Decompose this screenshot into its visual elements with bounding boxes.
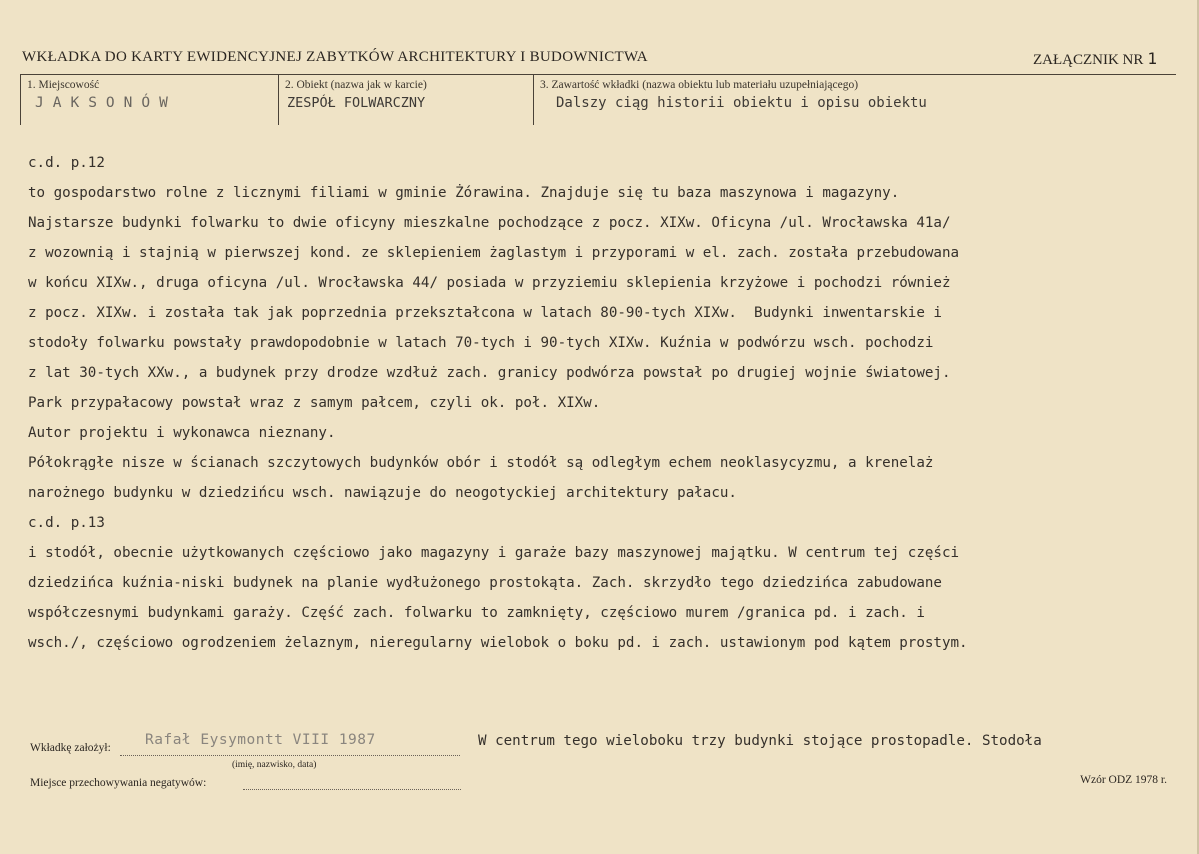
attachment-label: ZAŁĄCZNIK NR — [1032, 52, 1144, 68]
author-dotted-line — [120, 755, 460, 756]
card-title: WKŁADKA DO KARTY EWIDENCYJNEJ ZABYTKÓW ARCHITEKTURY I BUDOWNICTWA — [22, 49, 648, 65]
body-line: wsch./, częściowo ogrodzeniem żelaznym, nieregularny wielobok o boku pd. i zach. ustawionym pod kątem prostym. — [28, 635, 968, 651]
author-signature: Rafał Eysymontt VIII 1987 — [145, 732, 376, 748]
author-label: Wkładkę założył: — [30, 742, 111, 754]
body-line: Park przypałacowy powstał wraz z samym pałcem, czyli ok. poł. XIXw. — [28, 395, 601, 411]
object-field — [278, 75, 534, 125]
body-line: dziedzińca kuźnia-niski budynek na planie wydłużonego prostokąta. Zach. skrzydło tego dziedzińca zabudowane — [28, 575, 942, 591]
content-value: Dalszy ciąg historii obiektu i opisu obiektu — [556, 95, 927, 111]
body-line: Autor projektu i wykonawca nieznany. — [28, 425, 336, 441]
storage-dotted-line — [243, 789, 461, 790]
object-label: 2. Obiekt (nazwa jak w karcie) — [285, 79, 427, 91]
locality-field — [20, 75, 279, 125]
body-line: Półokrągłe nisze w ścianach szczytowych budynków obór i stodół są odległym echem neoklasycyzmu, a krenelaż — [28, 455, 934, 471]
attachment-number-value: 1 — [1147, 49, 1157, 68]
content-field — [533, 75, 1177, 125]
body-line: c.d. p.12 — [28, 155, 105, 171]
body-line: z pocz. XIXw. i została tak jak poprzednia przekształcona w latach 80-90-tych XIXw. Budynki inwentarskie i — [28, 305, 942, 321]
body-last-line: W centrum tego wieloboku trzy budynki stojące prostopadle. Stodoła — [478, 733, 1042, 749]
body-line: z wozownią i stajnią w pierwszej kond. ze sklepieniem żaglastym i przyporami w el. zach. została przebudowana — [28, 245, 960, 261]
content-label: 3. Zawartość wkładki (nazwa obiektu lub materiału uzupełniającego) — [540, 79, 859, 91]
locality-label: 1. Miejscowość — [27, 79, 100, 91]
body-line: narożnego budynku w dziedzińcu wsch. nawiązuje do neogotyckiej architektury pałacu. — [28, 485, 737, 501]
body-line: c.d. p.13 — [28, 515, 105, 531]
attachment-number — [1033, 49, 1157, 69]
header-fields — [20, 74, 1176, 125]
form-identifier: Wzór ODZ 1978 r. — [1080, 774, 1167, 786]
body-line: Najstarsze budynki folwarku to dwie oficyny mieszkalne pochodzące z pocz. XIXw. Oficyna /ul. Wrocławska 41a/ — [28, 215, 951, 231]
typewritten-body — [28, 148, 968, 658]
body-line: współczesnymi budynkami garaży. Część zach. folwarku to zamknięty, częściowo murem /granica pd. i zach. i — [28, 605, 925, 621]
body-line: to gospodarstwo rolne z licznymi filiami w gminie Żórawina. Znajduje się tu baza maszynowa i magazyny. — [28, 185, 900, 201]
body-line: z lat 30-tych XXw., a budynek przy drodze wzdłuż zach. granicy podwórza powstał po drugiej wojnie światowej. — [28, 365, 951, 381]
locality-value: JAKSONÓW — [35, 95, 177, 111]
author-caption: (imię, nazwisko, data) — [232, 760, 317, 770]
body-line: stodoły folwarku powstały prawdopodobnie w latach 70-tych i 90-tych XIXw. Kuźnia w podwórzu wsch. pochodzi — [28, 335, 934, 351]
body-line: i stodół, obecnie użytkowanych częściowo jako magazyny i garaże bazy maszynowej majątku. W centrum tej części — [28, 545, 960, 561]
object-value: ZESPÓŁ FOLWARCZNY — [287, 95, 426, 111]
body-line: w końcu XIXw., druga oficyna /ul. Wrocławska 44/ posiada w przyziemiu sklepienia krzyżowe i pochodzi również — [28, 275, 951, 291]
storage-label: Miejsce przechowywania negatywów: — [30, 777, 207, 789]
